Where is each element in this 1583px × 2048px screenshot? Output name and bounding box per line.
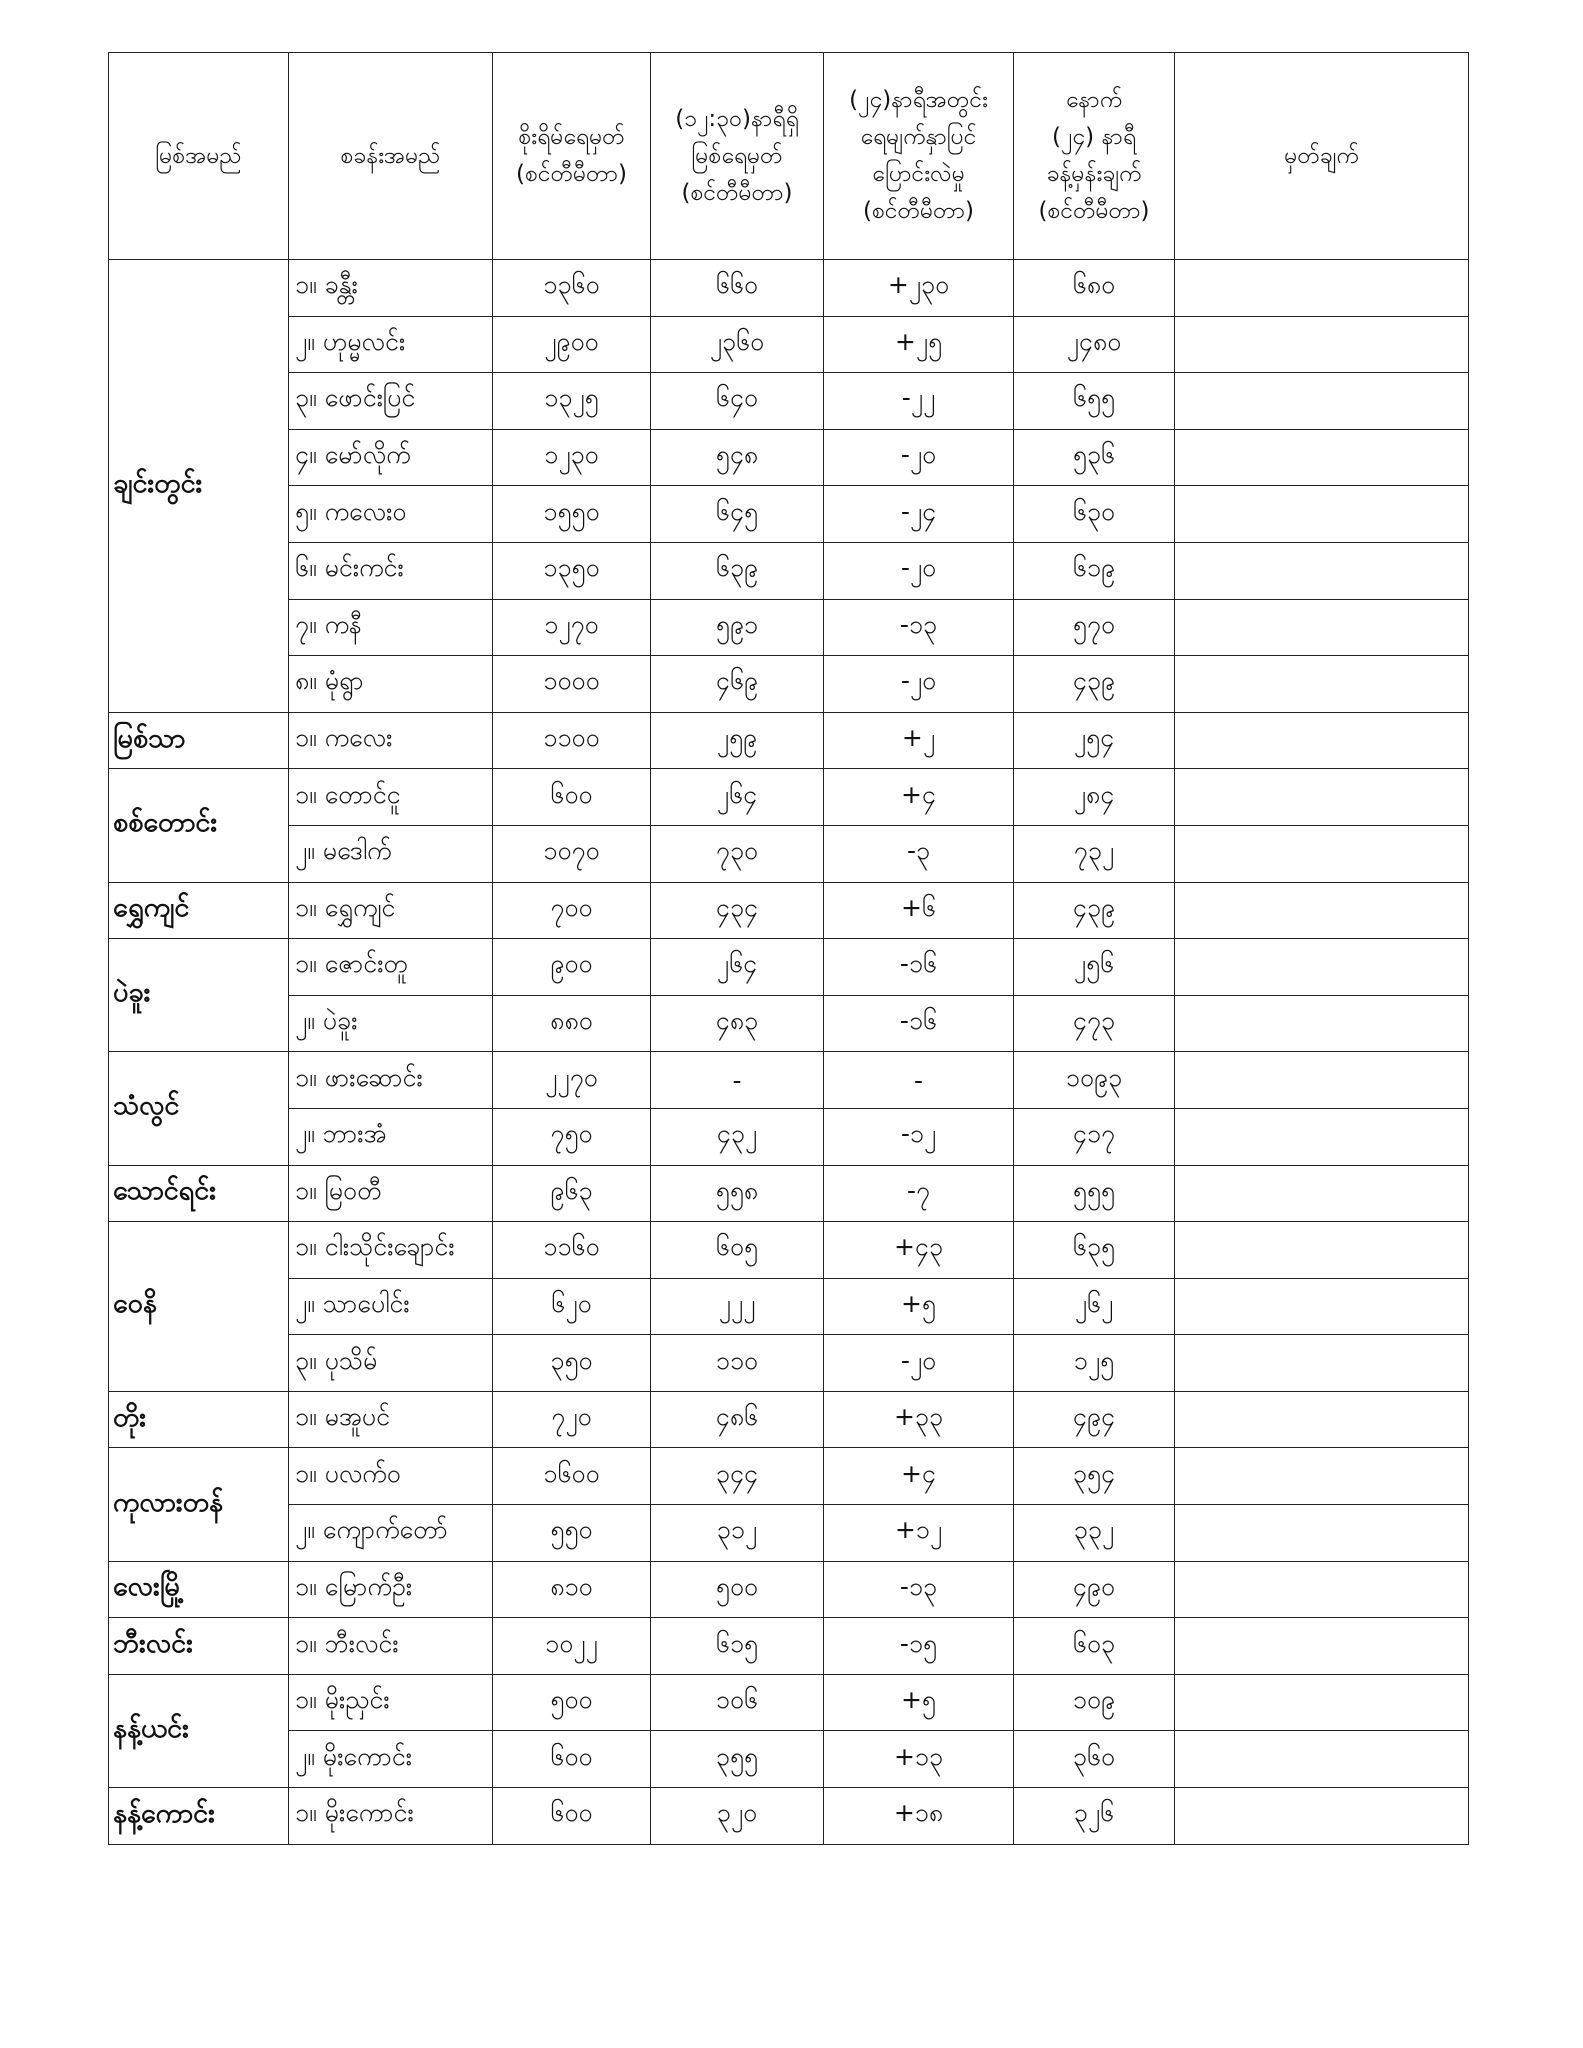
river-name-cell: ကုလားတန် [109,1448,289,1561]
remarks-cell [1175,882,1469,939]
forecast-cell: ၄၃၉ [1014,656,1175,713]
table-row [109,1561,1469,1618]
table-row [109,1788,1469,1845]
danger-level-cell: ၂၉၀၀ [493,316,651,373]
change-24h-cell: -၁၆ [824,939,1014,996]
danger-level-cell: ၁၃၂၅ [493,373,651,430]
forecast-cell: ၂၄၈၀ [1014,316,1175,373]
remarks-cell [1175,1108,1469,1165]
current-level-cell: ၄၈၆ [651,1391,824,1448]
change-24h-cell: -၂၀ [824,656,1014,713]
danger-level-cell: ၁၁၀၀ [493,712,651,769]
header-forecast-line: (၂၄) နာရီ [1051,124,1137,150]
table-header [109,53,1469,260]
water-level-table [108,52,1469,1845]
change-24h-cell: +၅ [824,1674,1014,1731]
change-24h-cell: -၃ [824,825,1014,882]
forecast-cell: ၆၈၀ [1014,260,1175,317]
header-current-level [651,53,824,260]
remarks-cell [1175,486,1469,543]
table-row [109,1335,1469,1392]
header-current-line: (၁၂:၃၀)နာရီရှိ [675,105,799,132]
station-name-cell: ၁။ မိုးကောင်း [289,1788,493,1845]
change-24h-cell: -၁၃ [824,1561,1014,1618]
station-name-cell: ၂။ သာပေါင်း [289,1278,493,1335]
header-river: မြစ်အမည် [109,53,289,260]
remarks-cell [1175,260,1469,317]
danger-level-cell: ၁၃၆၀ [493,260,651,317]
remarks-cell [1175,542,1469,599]
danger-level-cell: ၁၆၀၀ [493,1448,651,1505]
remarks-cell [1175,1674,1469,1731]
forecast-cell: ၆၁၉ [1014,542,1175,599]
station-name-cell: ၁။ ရွှေကျင် [289,882,493,939]
remarks-cell [1175,1505,1469,1562]
danger-level-cell: ၆၂၀ [493,1278,651,1335]
change-24h-cell: +၄ [824,769,1014,826]
station-name-cell: ၁။ မအူပင် [289,1391,493,1448]
current-level-cell: ၂၆၄ [651,769,824,826]
current-level-cell: ၆၁၅ [651,1618,824,1675]
table-row [109,429,1469,486]
current-level-cell: ၁၀၆ [651,1674,824,1731]
header-change-24h [824,53,1014,260]
current-level-cell: ၃၅၅ [651,1731,824,1788]
remarks-cell [1175,1222,1469,1279]
header-change-line: ရေမျက်နှာပြင် [860,124,977,150]
current-level-cell: ၄၃၄ [651,882,824,939]
current-level-cell: ၁၁၀ [651,1335,824,1392]
forecast-cell: ၄၉၀ [1014,1561,1175,1618]
station-name-cell: ၂။ ဘားအံ [289,1108,493,1165]
change-24h-cell: +၅ [824,1278,1014,1335]
remarks-cell [1175,712,1469,769]
station-name-cell: ၁။ ဖားဆောင်း [289,1052,493,1109]
station-name-cell: ၁။ ပလက်ဝ [289,1448,493,1505]
forecast-cell: ၂၅၆ [1014,939,1175,996]
table-row [109,542,1469,599]
danger-level-cell: ၃၅၀ [493,1335,651,1392]
current-level-cell: ၆၃၉ [651,542,824,599]
header-change-line: (စင်တီမီတာ) [862,198,975,224]
change-24h-cell: +၁၂ [824,1505,1014,1562]
table-row [109,939,1469,996]
current-level-cell: ၅၉၁ [651,599,824,656]
remarks-cell [1175,1731,1469,1788]
table-row [109,486,1469,543]
station-name-cell: ၂။ မဒေါက် [289,825,493,882]
current-level-cell: ၄၆၉ [651,656,824,713]
forecast-cell: ၅၅၅ [1014,1165,1175,1222]
change-24h-cell: -၇ [824,1165,1014,1222]
remarks-cell [1175,656,1469,713]
table-row [109,1448,1469,1505]
change-24h-cell: -၁၆ [824,995,1014,1052]
forecast-cell: ၆၀၃ [1014,1618,1175,1675]
danger-level-cell: ၁၂၇၀ [493,599,651,656]
danger-level-cell: ၉၆၃ [493,1165,651,1222]
forecast-cell: ၆၃၀ [1014,486,1175,543]
change-24h-cell: +၁၃ [824,1731,1014,1788]
danger-level-cell: ၉၀၀ [493,939,651,996]
forecast-cell: ၁၀၉၃ [1014,1052,1175,1109]
remarks-cell [1175,1335,1469,1392]
forecast-cell: ၅၇၀ [1014,599,1175,656]
table-row [109,599,1469,656]
current-level-cell: ၂၃၆၀ [651,316,824,373]
header-current-line: (စင်တီမီတာ) [681,179,793,206]
header-current-line: မြစ်ရေမှတ် [691,142,783,169]
remarks-cell [1175,1165,1469,1222]
remarks-cell [1175,769,1469,826]
danger-level-cell: ၁၂၃၀ [493,429,651,486]
table-row [109,1278,1469,1335]
danger-level-cell: ၁၁၆၀ [493,1222,651,1279]
header-change-line: ပြောင်းလဲမှု [872,161,965,187]
table-row [109,995,1469,1052]
current-level-cell: ၂၆၄ [651,939,824,996]
danger-level-cell: ၆၀၀ [493,769,651,826]
header-change-line: (၂၄)နာရီအတွင်း [849,87,988,113]
remarks-cell [1175,939,1469,996]
river-name-cell: တိုး [109,1391,289,1448]
danger-level-cell: ၈၁၀ [493,1561,651,1618]
header-station: စခန်းအမည် [289,53,493,260]
forecast-cell: ၄၃၉ [1014,882,1175,939]
forecast-cell: ၅၃၆ [1014,429,1175,486]
remarks-cell [1175,1788,1469,1845]
change-24h-cell: -၂၂ [824,373,1014,430]
forecast-cell: ၆၃၅ [1014,1222,1175,1279]
forecast-cell: ၁၀၉ [1014,1674,1175,1731]
current-level-cell: ၇၃၀ [651,825,824,882]
header-danger-line: စိုးရိမ်ရေမှတ် [518,124,625,150]
forecast-cell: ၃၅၄ [1014,1448,1175,1505]
change-24h-cell: +၂ [824,712,1014,769]
danger-level-cell: ၁၀၀၀ [493,656,651,713]
danger-level-cell: ၅၀၀ [493,1674,651,1731]
change-24h-cell: -၁၃ [824,599,1014,656]
current-level-cell: ၂၂၂ [651,1278,824,1335]
current-level-cell: ၄၃၂ [651,1108,824,1165]
river-name-cell: ရွှေကျင် [109,882,289,939]
remarks-cell [1175,599,1469,656]
danger-level-cell: ၅၅၀ [493,1505,651,1562]
remarks-cell [1175,373,1469,430]
table-row [109,1165,1469,1222]
table-row [109,769,1469,826]
station-name-cell: ၁။ ဘီးလင်း [289,1618,493,1675]
header-danger-line: (စင်တီမီတာ) [515,161,628,187]
remarks-cell [1175,1278,1469,1335]
station-name-cell: ၁။ ခန္တီး [289,260,493,317]
change-24h-cell: +၂၅ [824,316,1014,373]
current-level-cell: ၅၅၈ [651,1165,824,1222]
station-name-cell: ၁။ တောင်ငူ [289,769,493,826]
remarks-cell [1175,1391,1469,1448]
danger-level-cell: ၆၀၀ [493,1788,651,1845]
change-24h-cell: +၄၃ [824,1222,1014,1279]
change-24h-cell: -၁၅ [824,1618,1014,1675]
forecast-cell: ၁၂၅ [1014,1335,1175,1392]
danger-level-cell: ၇၀၀ [493,882,651,939]
danger-level-cell: ၁၃၅၀ [493,542,651,599]
table-row [109,1391,1469,1448]
remarks-cell [1175,1618,1469,1675]
station-name-cell: ၅။ ကလေးဝ [289,486,493,543]
river-name-cell: ဝေနိ [109,1222,289,1392]
forecast-cell: ၃၂၆ [1014,1788,1175,1845]
station-name-cell: ၁။ ငါးသိုင်းချောင်း [289,1222,493,1279]
danger-level-cell: ၇၂၀ [493,1391,651,1448]
danger-level-cell: ၁၀၂၂ [493,1618,651,1675]
header-row [109,53,1469,260]
station-name-cell: ၂။ ကျောက်တော် [289,1505,493,1562]
current-level-cell: ၆၆၀ [651,260,824,317]
river-name-cell: ပဲခူး [109,939,289,1052]
station-name-cell: ၁။ မြဝတီ [289,1165,493,1222]
station-name-cell: ၁။ ဇောင်းတူ [289,939,493,996]
table-body [109,260,1469,1845]
change-24h-cell: -၂၀ [824,542,1014,599]
river-name-cell: မြစ်သာ [109,712,289,769]
forecast-cell: ၇၃၂ [1014,825,1175,882]
station-name-cell: ၇။ ကနီ [289,599,493,656]
river-name-cell: ဘီးလင်း [109,1618,289,1675]
table-row [109,1108,1469,1165]
forecast-cell: ၃၆၀ [1014,1731,1175,1788]
forecast-cell: ၄၁၇ [1014,1108,1175,1165]
table-row [109,1618,1469,1675]
current-level-cell: ၃၄၄ [651,1448,824,1505]
river-name-cell: နန့်ကောင်း [109,1788,289,1845]
header-forecast-line: (စင်တီမီတာ) [1038,198,1150,224]
table-row [109,1731,1469,1788]
change-24h-cell: -၁၂ [824,1108,1014,1165]
table-row [109,712,1469,769]
river-name-cell: စစ်တောင်း [109,769,289,882]
station-name-cell: ၃။ ဖောင်းပြင် [289,373,493,430]
change-24h-cell: +၂၃၀ [824,260,1014,317]
danger-level-cell: ၁၀၇၀ [493,825,651,882]
header-forecast [1014,53,1175,260]
remarks-cell [1175,1448,1469,1505]
forecast-cell: ၄၉၄ [1014,1391,1175,1448]
station-name-cell: ၆။ မင်းကင်း [289,542,493,599]
danger-level-cell: ၇၅၀ [493,1108,651,1165]
change-24h-cell: +၄ [824,1448,1014,1505]
header-danger-level [493,53,651,260]
current-level-cell: ၃၂၀ [651,1788,824,1845]
forecast-cell: ၃၃၂ [1014,1505,1175,1562]
header-forecast-line: နောက် [1065,87,1123,113]
table-row [109,373,1469,430]
danger-level-cell: ၈၈၀ [493,995,651,1052]
remarks-cell [1175,316,1469,373]
current-level-cell: ၄၈၃ [651,995,824,1052]
remarks-cell [1175,429,1469,486]
station-name-cell: ၁။ ကလေး [289,712,493,769]
forecast-cell: ၆၅၅ [1014,373,1175,430]
current-level-cell: ၆၄၀ [651,373,824,430]
danger-level-cell: ၂၂၇၀ [493,1052,651,1109]
change-24h-cell: -၂၄ [824,486,1014,543]
remarks-cell [1175,1561,1469,1618]
table-row [109,656,1469,713]
river-name-cell: လေးမြို့ [109,1561,289,1618]
table-row [109,1052,1469,1109]
station-name-cell: ၂။ ပဲခူး [289,995,493,1052]
river-name-cell: ချင်းတွင်း [109,260,289,713]
danger-level-cell: ၆၀၀ [493,1731,651,1788]
river-name-cell: နန့်ယင်း [109,1674,289,1787]
change-24h-cell: -၂၀ [824,1335,1014,1392]
header-forecast-line: ခန့်မှန်းချက် [1046,161,1142,187]
table-row [109,825,1469,882]
table-row [109,316,1469,373]
table-row [109,1674,1469,1731]
forecast-cell: ၂၅၄ [1014,712,1175,769]
table-row [109,260,1469,317]
current-level-cell: ၂၅၉ [651,712,824,769]
station-name-cell: ၁။ မိုးညှင်း [289,1674,493,1731]
forecast-cell: ၂၆၂ [1014,1278,1175,1335]
remarks-cell [1175,1052,1469,1109]
current-level-cell: ၅၄၈ [651,429,824,486]
table-row [109,882,1469,939]
table-row [109,1505,1469,1562]
river-name-cell: သောင်ရင်း [109,1165,289,1222]
current-level-cell: - [651,1052,824,1109]
header-remarks: မှတ်ချက် [1175,53,1469,260]
river-name-cell: သံလွင် [109,1052,289,1165]
change-24h-cell: +၆ [824,882,1014,939]
danger-level-cell: ၁၅၅၀ [493,486,651,543]
table-row [109,1222,1469,1279]
station-name-cell: ၁။ မြောက်ဦး [289,1561,493,1618]
station-name-cell: ၂။ ဟုမ္မလင်း [289,316,493,373]
current-level-cell: ၃၁၂ [651,1505,824,1562]
forecast-cell: ၂၈၄ [1014,769,1175,826]
remarks-cell [1175,825,1469,882]
station-name-cell: ၄။ မော်လိုက် [289,429,493,486]
change-24h-cell: +၁၈ [824,1788,1014,1845]
station-name-cell: ၈။ မုံရွာ [289,656,493,713]
change-24h-cell: -၂၀ [824,429,1014,486]
current-level-cell: ၆၄၅ [651,486,824,543]
current-level-cell: ၆၀၅ [651,1222,824,1279]
station-name-cell: ၃။ ပုသိမ် [289,1335,493,1392]
station-name-cell: ၂။ မိုးကောင်း [289,1731,493,1788]
change-24h-cell: - [824,1052,1014,1109]
water-level-sheet [108,52,1468,1845]
forecast-cell: ၄၇၃ [1014,995,1175,1052]
change-24h-cell: +၃၃ [824,1391,1014,1448]
current-level-cell: ၅၀၀ [651,1561,824,1618]
remarks-cell [1175,995,1469,1052]
